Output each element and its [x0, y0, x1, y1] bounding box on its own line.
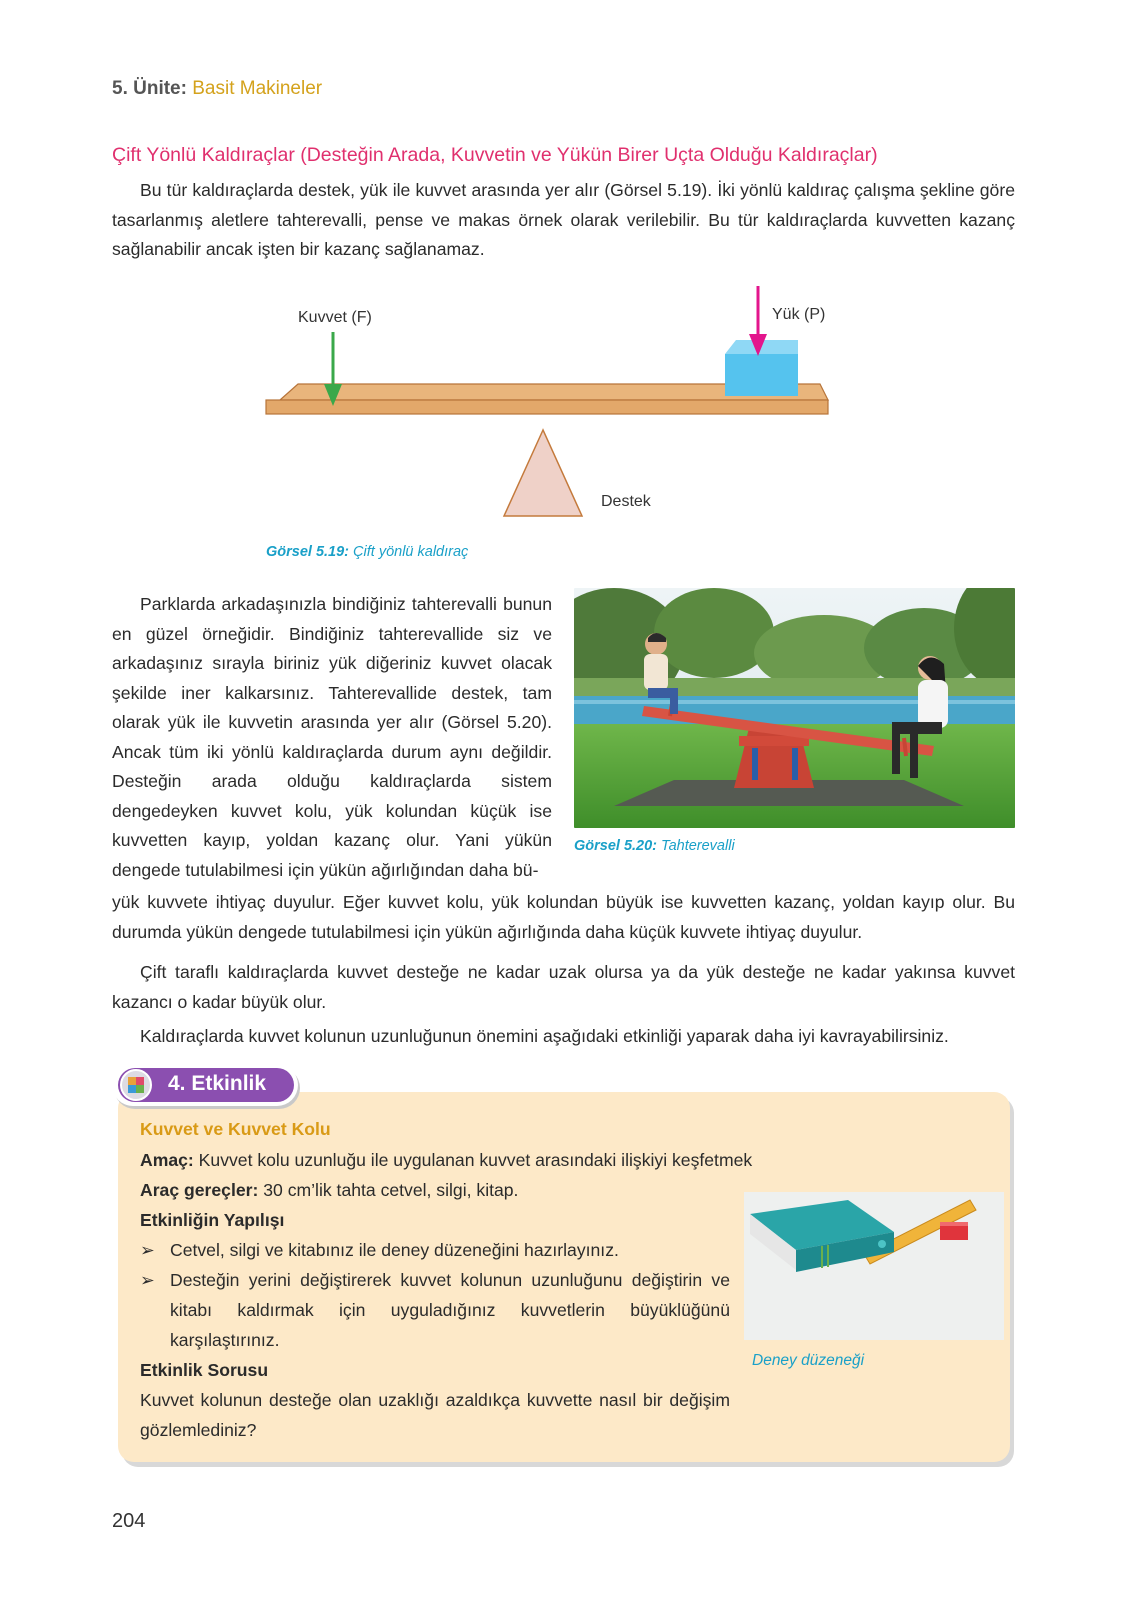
arrow-bullet-icon: ➢ — [140, 1270, 155, 1290]
book-ruler-illustration — [744, 1192, 1004, 1340]
activity-badge-pill — [118, 1068, 294, 1102]
force-label: Kuvvet (F) — [298, 309, 372, 326]
paragraph-3 — [112, 958, 1015, 1017]
activity-icon — [120, 1069, 152, 1101]
activity-question-title: Etkinlik Sorusu — [140, 1360, 269, 1380]
lever-diagram — [260, 284, 860, 544]
activity-aim — [140, 1145, 752, 1175]
unit-header — [112, 78, 322, 100]
activity-step — [140, 1265, 730, 1355]
seesaw-paragraph-column — [112, 590, 552, 885]
caption-number: Görsel 5.19: — [266, 544, 350, 560]
plank-front — [266, 400, 828, 414]
intro-text: Bu tür kaldıraçlarda destek, yük ile kuvvet arasında yer alır (Görsel 5.19). İki yönlü kaldıraç çalışma şekline göre tasarlanmış aletlere tahterevalli, pense ve makas örnek olarak verilebilir. Bu tür kaldıraçlarda kuvvetten kazanç sağlanabilir ancak işten bir kazanç sağlanamaz. — [112, 180, 1015, 259]
puzzle-icon — [122, 1071, 150, 1099]
paragraph-4 — [112, 1022, 1015, 1052]
seesaw-photo-svg — [574, 588, 1015, 828]
paragraph-4-text: Kaldıraçlarda kuvvet kolunun uzunluğunun önemini aşağıdaki etkinliği yaparak daha iyi kavrayabilirsiniz. — [140, 1026, 949, 1046]
activity-tools — [140, 1175, 518, 1205]
activity-badge — [112, 1064, 298, 1106]
step-text: Desteğin yerini değiştirerek kuvvet kolunun uzunluğunu değiştirin ve kitabı kaldırmak için uyguladığınız kuvvetlerin büyüklüğünü karşılaştırınız. — [170, 1270, 730, 1350]
figure-5-20-caption — [574, 838, 735, 854]
activity-step — [140, 1235, 730, 1265]
activity-question: Kuvvet kolunun desteğe olan uzaklığı azaldıkça kuvvette nasıl bir değişim gözlemlediniz? — [140, 1390, 730, 1440]
lever-diagram-svg — [260, 284, 860, 544]
activity-howto-title: Etkinliğin Yapılışı — [140, 1210, 285, 1230]
aim-label: Amaç: — [140, 1150, 194, 1170]
load-label: Yük (P) — [772, 306, 826, 323]
load-box — [725, 354, 798, 396]
paragraph-3-text: Çift taraflı kaldıraçlarda kuvvet desteğe ne kadar uzak olursa ya da yük desteğe ne kadar yakınsa kuvvet kazancı o kadar büyük olur. — [112, 962, 1015, 1012]
tools-label: Araç gereçler: — [140, 1180, 259, 1200]
caption-number: Görsel 5.20: — [574, 838, 658, 854]
fulcrum-label: Destek — [601, 493, 651, 510]
seesaw-paragraph-continued — [112, 888, 1015, 947]
step-text: Cetvel, silgi ve kitabınız ile deney düzeneğini hazırlayınız. — [170, 1240, 619, 1260]
activity-badge-label: 4. Etkinlik — [168, 1072, 267, 1095]
caption-text: Tahterevalli — [661, 838, 735, 854]
seesaw-photo — [574, 588, 1015, 828]
figure-5-19-caption — [266, 544, 468, 560]
seesaw-paragraph-end: yük kuvvete ihtiyaç duyulur. Eğer kuvvet kolu, yük kolundan büyük ise kuvvetten kazanç, yoldan kayıp olur. Bu durumda yükün dengede tutulabilmesi için yükün ağırlığında daha küçük kuvvete ihtiyaç duyulur. — [112, 892, 1015, 942]
aim-text: Kuvvet kolu uzunluğu ile uygulanan kuvvet arasındaki ilişkiyi keşfetmek — [193, 1150, 753, 1170]
section-title: Çift Yönlü Kaldıraçlar (Desteğin Arada, Kuvvetin ve Yükün Birer Uçta Olduğu Kaldıraçlar) — [112, 144, 878, 166]
unit-label: 5. Ünite: — [112, 78, 187, 99]
unit-name: Basit Makineler — [192, 78, 323, 99]
experiment-setup-image — [744, 1192, 1004, 1340]
fulcrum-triangle — [504, 430, 582, 516]
intro-paragraph — [112, 176, 1015, 265]
activity-title: Kuvvet ve Kuvvet Kolu — [140, 1119, 331, 1139]
setup-caption: Deney düzeneği — [752, 1352, 865, 1369]
tools-text: 30 cm’lik tahta cetvel, silgi, kitap. — [258, 1180, 519, 1200]
activity-steps — [140, 1235, 730, 1355]
page-number: 204 — [112, 1510, 146, 1532]
arrow-bullet-icon: ➢ — [140, 1240, 155, 1260]
caption-text: Çift yönlü kaldıraç — [353, 544, 469, 560]
seesaw-paragraph-start: Parklarda arkadaşınızla bindiğiniz tahterevalli bunun en güzel örneğidir. Bindiğiniz tahterevallide siz ve arkadaşınız sırayla biriniz yük diğeriniz kuvvet olacak şekilde iner kalkarsınız. Tahterevallide destek, tam olarak yük ile kuvvetin arasında yer alır (Görsel 5.20). Ancak tüm iki yönlü kaldıraçlarda durum aynı değildir. Desteğin arada olduğu kaldıraçlarda sistem dengedeyken kuvvet kolu, yük kolundan küçük ise kuvvetten kayıp, yoldan kazanç olur. Yani yükün dengede tutulabilmesi için yükün ağırlığından daha bü- — [112, 594, 552, 880]
